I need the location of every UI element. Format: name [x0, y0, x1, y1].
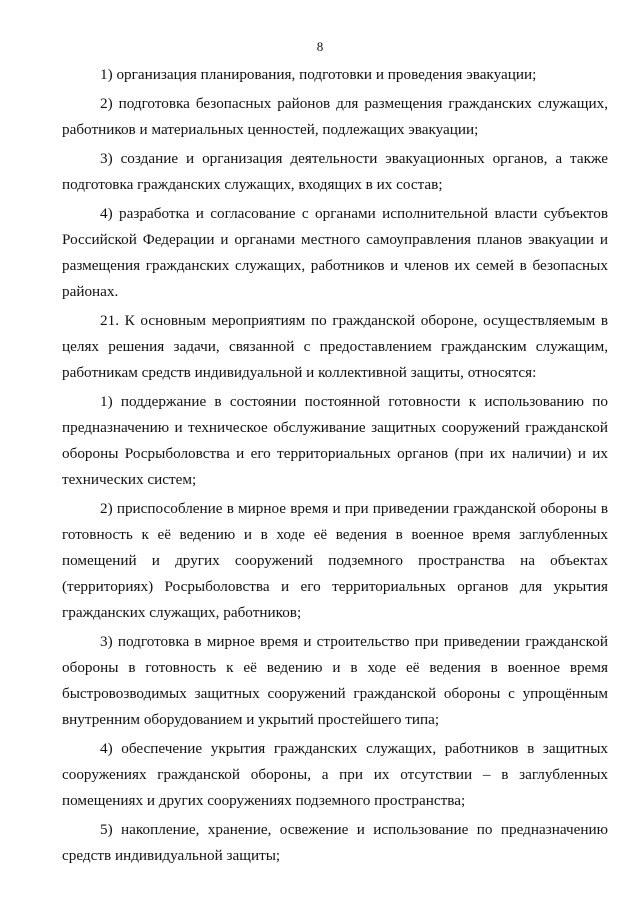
paragraph-item-3-evacuation-bodies: 3) создание и организация деятельности эвакуационных органов, а также подготовка гражданских служащих, входящих в их состав;	[62, 150, 608, 193]
document-body	[62, 62, 608, 869]
paragraph-item-4-sheltering: 4) обеспечение укрытия гражданских служащих, работников в защитных сооружениях гражданской обороны, а при их отсутствии – в заглубленных помещениях и других сооружениях подземного пространства;	[62, 740, 608, 809]
paragraph-item-1-readiness: 1) поддержание в состоянии постоянной готовности к использованию по предназначению и техническое обслуживание защитных сооружений гражданской обороны Росрыболовства и его территориальных органов (при их наличии) и их технических систем;	[62, 393, 608, 488]
paragraph-clause-21: 21. К основным мероприятиям по гражданской обороне, осуществляемым в целях решения задачи, связанной с предоставлением гражданским служащим, работникам средств индивидуальной и коллективной защиты, относятся:	[62, 312, 608, 381]
paragraph-item-3-construction: 3) подготовка в мирное время и строительство при приведении гражданской обороны в готовность к её ведению и в ходе её ведения в военное время быстровозводимых защитных сооружений гражданской обороны с упрощённым внутренним оборудованием и укрытий простейшего типа;	[62, 633, 608, 728]
paragraph-item-2-safe-areas: 2) подготовка безопасных районов для размещения гражданских служащих, работников и материальных ценностей, подлежащих эвакуации;	[62, 95, 608, 138]
paragraph-item-2-adaptation: 2) приспособление в мирное время и при приведении гражданской обороны в готовность к её ведению и в ходе её ведения в военное время заглубленных помещений и других сооружений подземного пространства на объектах (территориях) Росрыболовства и его территориальных органов для укрытия гражданских служащих, работников;	[62, 500, 608, 621]
paragraph-item-1-planning: 1) организация планирования, подготовки и проведения эвакуации;	[100, 66, 537, 83]
paragraph-item-4-evacuation-plans: 4) разработка и согласование с органами исполнительной власти субъектов Российской Федерации и органами местного самоуправления планов эвакуации и размещения гражданских служащих, работников и членов их семей в безопасных районах.	[62, 205, 608, 300]
paragraph-item-5-protection-means: 5) накопление, хранение, освежение и использование по предназначению средств индивидуальной защиты;	[62, 821, 608, 864]
page-number: 8	[316, 39, 324, 54]
